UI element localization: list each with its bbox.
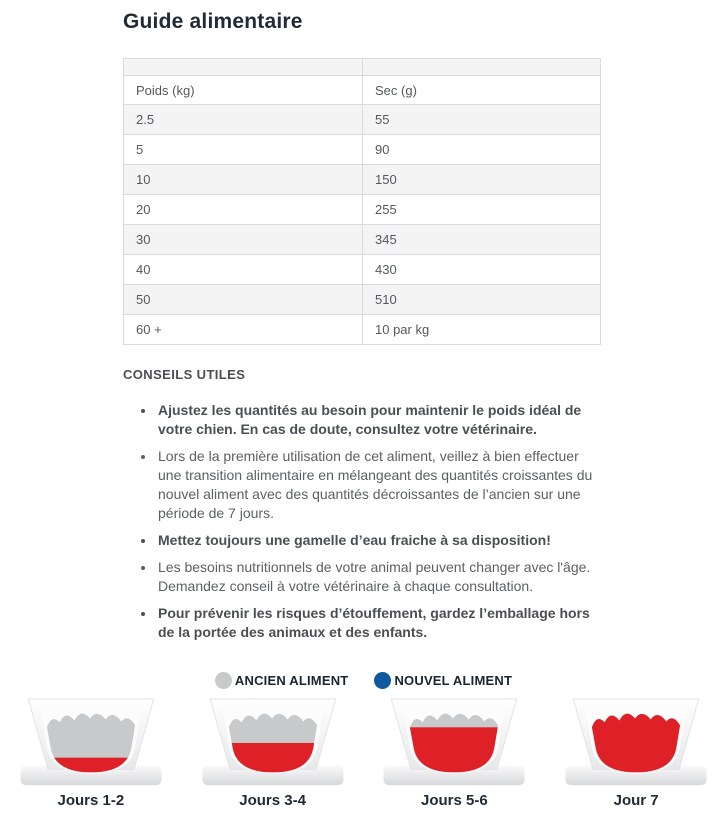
column-header-sec: Sec (g) — [363, 76, 601, 105]
table-row — [124, 315, 601, 345]
cell-sec: 90 — [363, 135, 601, 165]
table-row — [124, 225, 601, 255]
bowl-label: Jour 7 — [613, 792, 659, 809]
new-food-dot-icon — [374, 672, 391, 689]
cell-sec: 345 — [363, 225, 601, 255]
cell-sec: 55 — [363, 105, 601, 135]
cell-poids: 2.5 — [124, 105, 363, 135]
tips-heading: CONSEILS UTILES — [123, 367, 246, 382]
tip-item: • Pour prévenir les risques d’étouffement, gardez l’emballage hors de la portée des animaux et des enfants. — [156, 604, 601, 642]
table-row — [124, 195, 601, 225]
tip-item: • Mettez toujours une gamelle d’eau fraiche à sa disposition! — [156, 531, 601, 550]
page-title: Guide alimentaire — [123, 10, 303, 33]
transition-bowls-row — [0, 695, 727, 809]
transition-legend — [0, 672, 727, 689]
table-header-empty-cell — [124, 59, 363, 76]
cell-poids: 40 — [124, 255, 363, 285]
table-row — [124, 165, 601, 195]
bowl-icon — [10, 695, 172, 789]
bowl-label: Jours 5-6 — [421, 792, 488, 809]
bowl-label: Jours 3-4 — [239, 792, 306, 809]
column-header-poids: Poids (kg) — [124, 76, 363, 105]
cell-poids: 5 — [124, 135, 363, 165]
table-row — [124, 59, 601, 76]
table-row — [124, 105, 601, 135]
tip-item: • Les besoins nutritionnels de votre animal peuvent changer avec l'âge. Demandez conseil à votre vétérinaire à chaque consultation. — [156, 558, 601, 596]
tip-item: • Lors de la première utilisation de cet aliment, veillez à bien effectuer une transition alimentaire en mélangeant des quantités croissantes du nouvel aliment avec des quantités décroissantes de l’ancien sur une période de 7 jours. — [156, 447, 601, 523]
cell-poids: 20 — [124, 195, 363, 225]
feeding-table — [123, 58, 601, 345]
legend-item-ancien-aliment — [215, 672, 349, 689]
bowl-icon — [555, 695, 717, 789]
cell-poids: 50 — [124, 285, 363, 315]
old-food-dot-icon — [215, 672, 232, 689]
tip-item: • Ajustez les quantités au besoin pour maintenir le poids idéal de votre chien. En cas de doute, consultez votre vétérinaire. — [156, 401, 601, 439]
cell-poids: 60 + — [124, 315, 363, 345]
legend-item-nouvel-aliment — [374, 672, 512, 689]
main-content — [123, 9, 601, 642]
legend-label: ANCIEN ALIMENT — [234, 673, 349, 688]
bowl-figure-jours-5-6 — [364, 695, 546, 809]
table-row — [124, 285, 601, 315]
table-header-row — [124, 76, 601, 105]
cell-sec: 10 par kg — [363, 315, 601, 345]
bowl-figure-jours-1-2 — [0, 695, 182, 809]
table-row — [124, 255, 601, 285]
tips-list — [123, 401, 601, 642]
bowl-icon — [192, 695, 354, 789]
table-header-empty-cell — [363, 59, 601, 76]
table-row — [124, 135, 601, 165]
bowl-icon — [373, 695, 535, 789]
bowl-figure-jour-7 — [545, 695, 727, 809]
cell-sec: 255 — [363, 195, 601, 225]
cell-sec: 430 — [363, 255, 601, 285]
cell-sec: 510 — [363, 285, 601, 315]
bowl-label: Jours 1-2 — [57, 792, 125, 809]
cell-poids: 30 — [124, 225, 363, 255]
bowl-figure-jours-3-4 — [182, 695, 364, 809]
cell-poids: 10 — [124, 165, 363, 195]
cell-sec: 150 — [363, 165, 601, 195]
legend-label: NOUVEL ALIMENT — [394, 673, 513, 688]
